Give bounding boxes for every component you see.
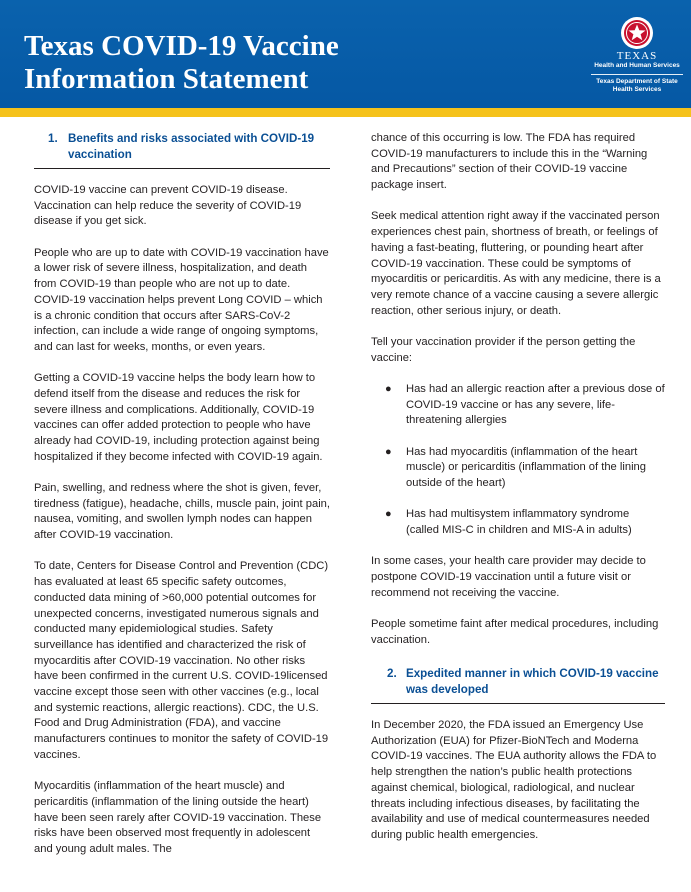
header-banner xyxy=(0,0,691,108)
logo-divider xyxy=(591,74,683,75)
title-line-2: Information Statement xyxy=(24,63,309,95)
logo-texas-text: TEXAS xyxy=(616,50,658,62)
section-2-heading xyxy=(371,664,665,704)
paragraph-myocarditis: Myocarditis (inflammation of the heart muscle) and pericarditis (inflammation of the lining outside the heart) have been seen rarely after COVID-19 vaccination. These risks have been observed most frequently in adolescent and young adult males. The xyxy=(34,780,322,855)
paragraph-chance-low: chance of this occurring is low. The FDA has required COVID-19 manufacturers to include this in the “Warning and Precautions” section of their COVID-19 vaccine package insert. xyxy=(371,132,648,192)
bullet-icon: ● xyxy=(385,382,392,395)
paragraph-prevent: COVID-19 vaccine can prevent COVID-19 disease. Vaccination can help reduce the severity of COVID-19 disease if you get sick. xyxy=(34,184,302,228)
paragraph-up-to-date: People who are up to date with COVID-19 vaccination have a lower risk of severe illness, hospitalization, and death from COVID-19 than people who are not up to date. COVID-19 vaccination helps prevent Long COVID – which is a chronic condition that occurs after SARS-CoV-2 infection, can include a wide range of ongoing symptoms, and can last for weeks, months, or even years. xyxy=(34,246,329,353)
texas-hhs-logo xyxy=(588,16,686,94)
paragraph-tell-provider: Tell your vaccination provider if the person getting the vaccine: xyxy=(371,335,636,364)
paragraph-seek-attention: Seek medical attention right away if the vaccinated person experiences chest pain, shortness of breath, or feelings of having a fast-beating, fluttering, or pounding heart after COVID-19 vaccination. These could be symptoms of myocarditis or pericarditis. As with any medicine, there is a very remote chance of a vaccine causing a severe allergic reaction, other serious injury, or death. xyxy=(371,210,661,317)
paragraph-eua: In December 2020, the FDA issued an Emergency Use Authorization (EUA) for Pfizer-BioNTech and Moderna COVID-19 vaccines. The EUA authority allows the FDA to help strengthen the nation’s public health protections against chemical, biological, radiological, and nuclear threats including infectious diseases, by facilitating the availability and use of medical countermeasures needed during public health emergencies. xyxy=(371,719,657,841)
header-gold-stripe xyxy=(0,108,691,117)
left-column xyxy=(34,129,330,873)
provider-bullet-list xyxy=(371,382,665,539)
title-line-1: Texas COVID-19 Vaccine xyxy=(24,30,339,62)
paragraph-faint: People sometime faint after medical procedures, including vaccination. xyxy=(371,618,659,646)
list-item xyxy=(371,507,665,538)
bullet-icon: ● xyxy=(385,508,392,521)
logo-dshs-line-2: Health Services xyxy=(612,86,662,93)
section-1-title: Benefits and risks associated with COVID-19 vaccination xyxy=(68,132,315,161)
paragraph-postpone: In some cases, your health care provider may decide to postpone COVID-19 vaccination until a future visit or recommend not receiving the vaccine. xyxy=(371,555,646,599)
logo-hhs-text: Health and Human Services xyxy=(594,62,680,69)
paragraph-defend: Getting a COVID-19 vaccine helps the body learn how to defend itself from the disease and reduces the risk for severe illness and complications. Additionally, COVID-19 vaccines can offer added protection to people who have already had COVID-19, including protection against being hospitalized if they become infected with COVID-19 again. xyxy=(34,372,323,463)
section-2-number: 2. xyxy=(387,667,397,681)
bullet-text: Has had multisystem inflammatory syndrome (called MIS-C in children and MIS-A in adults) xyxy=(406,508,632,537)
bullet-text: Has had an allergic reaction after a previous dose of COVID-19 vaccine or has any severe, life-threatening allergies xyxy=(406,382,665,427)
list-item xyxy=(371,382,665,429)
right-column xyxy=(371,131,665,859)
bullet-text: Has had myocarditis (inflammation of the heart muscle) or pericarditis (inflammation of the lining outside of the heart) xyxy=(406,445,647,490)
paragraph-cdc-safety: To date, Centers for Disease Control and Prevention (CDC) has evaluated at least 65 specific safety outcomes, conducted data mining of >60,000 potential outcomes for unexpected concerns, investigated numerous signals and conducted many epidemiological studies. Safety surveillance has identified and characterized the risk of myocarditis after COVID-19 vaccination. No other risks have been confirmed in the current U.S. COVID-19licensed vaccine except those seen with other vaccines (e.g., local and systemic reactions, allergic reactions). CDC, the U.S. Food and Drug Administration (FDA), and vaccine manufacturers continues to monitor the safety of COVID-19 vaccines. xyxy=(34,560,329,761)
page-title xyxy=(24,30,339,96)
bullet-icon: ● xyxy=(385,445,392,458)
section-2-title: Expedited manner in which COVID-19 vaccine was developed xyxy=(406,667,659,697)
section-1-number: 1. xyxy=(48,132,58,145)
logo-dshs-line-1: Texas Department of State xyxy=(596,78,678,85)
paragraph-side-effects: Pain, swelling, and redness where the shot is given, fever, tiredness (fatigue), headache, chills, muscle pain, joint pain, nausea, vomiting, and swollen lymph nodes can happen after COVID-19 vaccination. xyxy=(34,482,331,542)
list-item xyxy=(371,445,665,492)
texas-star-seal-icon xyxy=(620,16,654,50)
section-1-heading xyxy=(34,129,330,169)
